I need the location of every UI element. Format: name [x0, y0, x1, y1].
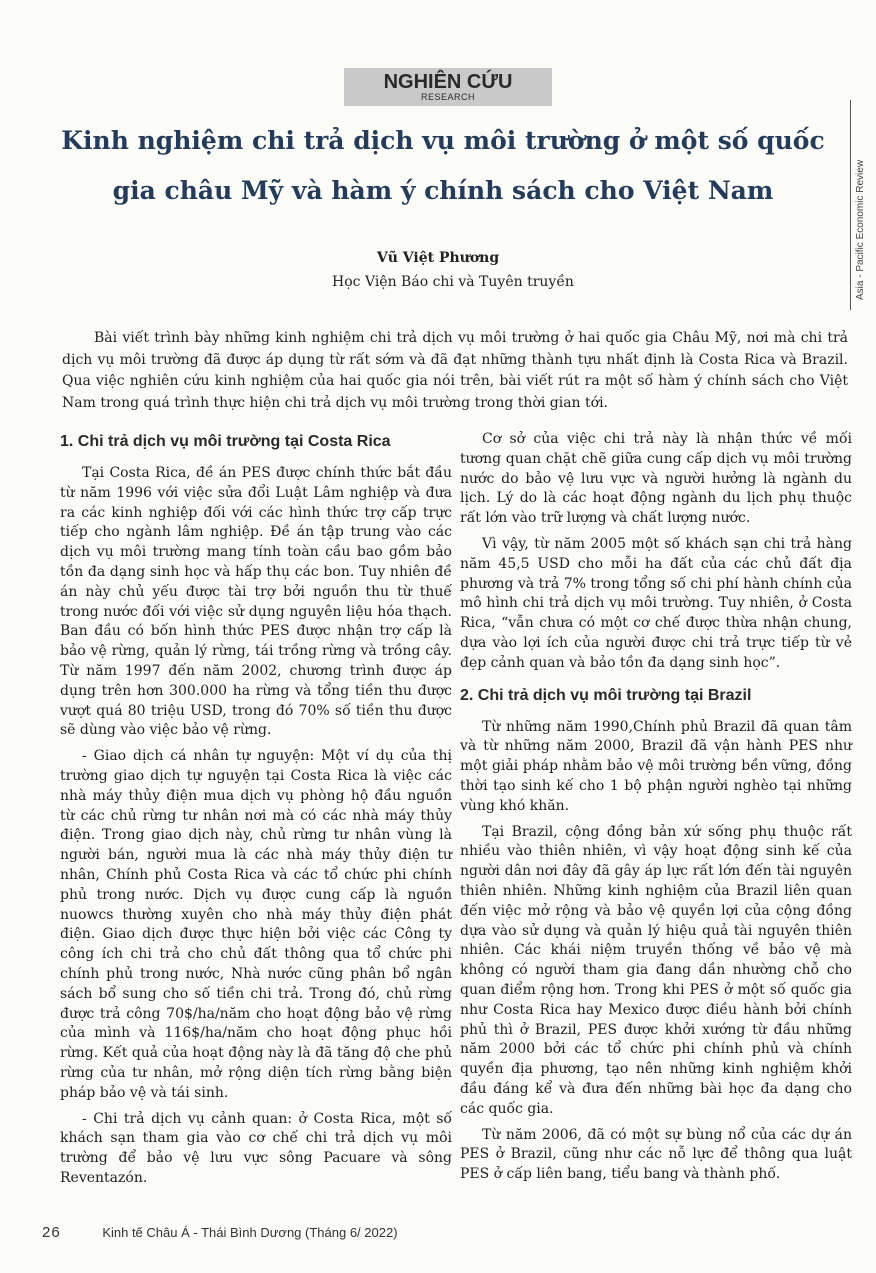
right-column: [460, 430, 852, 1191]
paragraph: Vì vậy, từ năm 2005 một số khách sạn chi trả hàng năm 45,5 USD cho mỗi ha đất của các chủ đất địa phương và trả 7% trong tổng số chi phí hành chính của mô hình chi trả dịch vụ môi trường. Tuy nhiên, ở Costa Rica, “vẫn chưa có một cơ chế được thừa nhận chung, dựa vào lợi ích của người được chi trả trực tiếp từ vẻ đẹp cảnh quan và bảo tồn đa dạng sinh học”.: [460, 535, 852, 671]
journal-side-label: Asia - Pacific Economic Review: [855, 159, 866, 300]
page-number: 26: [42, 1224, 61, 1241]
section-1-heading: 1. Chi trả dịch vụ môi trường tại Costa Rica: [60, 433, 391, 450]
article-title: Kinh nghiệm chi trả dịch vụ môi trường ở một số quốc gia châu Mỹ và hàm ý chính sách cho Việt Nam: [61, 126, 825, 205]
paragraph: Cơ sở của việc chi trả này là nhận thức về mối tương quan chặt chẽ giữa cung cấp dịch vụ môi trường nước do bảo vệ lưu vực và người hưởng là ngành du lịch. Lý do là các hoạt động ngành du lịch phụ thuộc rất lớn vào trữ lượng và chất lượng nước.: [460, 431, 852, 527]
paragraph: Từ năm 2006, đã có một sự bùng nổ của các dự án PES ở Brazil, cũng như các nỗ lực để thông qua luật PES ở cấp liên bang, tiểu bang và thành phố.: [460, 1126, 852, 1183]
section-header: [344, 68, 552, 106]
section-subtitle: RESEARCH: [420, 92, 475, 102]
author-affiliation: Học Viện Báo chi và Tuyên truyền: [332, 274, 574, 290]
left-column: [60, 430, 452, 1195]
paragraph: Tại Costa Rica, đề án PES được chính thức bắt đầu từ năm 1996 với việc sửa đổi Luật Lâm nghiệp và đưa ra các kinh nghiệp đối với các hình thức trợ cấp trực tiếp cho ngành lâm nghiệp. Đề án tập trung vào các dịch vụ môi trường mang tính toàn cầu bao gồm bảo tồn đa dạng sinh học và hấp thụ các bon. Tuy nhiên đề án này chủ yếu được tài trợ bởi nguồn thu từ thuế trong nước đối với việc sử dụng nguyên liệu hóa thạch. Ban đầu có bốn hình thức PES được nhận trợ cấp là bảo vệ rừng, quản lý rừng, tái trồng rừng và trồng cây. Từ năm 1997 đến năm 2002, chương trình được áp dụng trên hơn 300.000 ha rừng và tổng tiền thu được vượt quá 80 triệu USD, trong đó 70% số tiền thu được sẽ dùng vào việc bảo vệ rừng.: [60, 465, 452, 739]
paragraph: Từ những năm 1990,Chính phủ Brazil đã quan tâm và từ những năm 2000, Brazil đã vận hành PES như một giải pháp nhằm bảo vệ môi trường bền vững, đồng thời tạo sinh kế cho 1 bộ phận người nghèo tại những vùng khó khăn.: [460, 718, 852, 814]
section-title: NGHIÊN CỨU: [383, 71, 513, 93]
paragraph: - Giao dịch cá nhân tự nguyện: Một ví dụ của thị trường giao dịch tự nguyện tại Costa Rica là việc các nhà máy thủy điện mua dịch vụ phòng hộ đầu nguồn từ các chủ rừng tư nhân nơi mà có các nhà máy thủy điện. Trong giao dịch này, chủ rừng tư nhân vùng là người bán, người mua là các nhà máy thủy điện tư nhân, Chính phủ Costa Rica và các tổ chức phi chính phủ trong nước. Dịch vụ được cung cấp là nguồn nuowcs thường xuyên cho nhà máy thủy điện phát điện. Giao dịch được thực hiện bởi việc các Công ty công ích chi trả cho chủ đất thông qua tổ chức phi chính phủ trong nước, Nhà nước cũng phân bổ ngân sách bổ sung cho số tiền chi trả. Trong đó, chủ rừng được trả công 70$/ha/năm cho hoạt động bảo vệ rừng của mình và 116$/ha/năm cho hoạt động phục hồi rừng. Kết quả của hoạt động này là đã tăng độ che phủ rừng của tư nhân, mở rộng diện tích rừng bằng biện pháp bảo vệ và tái sinh.: [60, 748, 452, 1101]
page-footer: [42, 1224, 742, 1241]
section-2-heading: 2. Chi trả dịch vụ môi trường tại Brazil: [460, 686, 752, 704]
paragraph: Tại Brazil, cộng đồng bản xứ sống phụ thuộc rất nhiều vào thiên nhiên, vì vậy hoạt động sinh kế của người dân nơi đây đã gây áp lực rất lớn đến tài nguyên thiên nhiên. Những kinh nghiệm của Brazil liên quan đến việc mở rộng và bảo vệ quyền lợi của cộng đồng dựa vào sử dụng và quản lý hiệu quả tài nguyên thiên nhiên. Các khái niệm truyền thống về bảo vệ mà không có người tham gia đang dần nhường chỗ cho quan điểm rộng hơn. Trong khi PES ở một số quốc gia như Costa Rica hay Mexico được điều hành bởi chính phủ thì ở Brazil, PES được khởi xướng từ đầu những năm 2000 bởi các tổ chức phi chính phủ và chính quyền địa phương, tạo nên những kinh nghiệm khởi đầu đáng kể và đưa đến những bài học đa dạng cho các quốc gia.: [460, 823, 852, 1117]
paragraph: - Chi trả dịch vụ cảnh quan: ở Costa Rica, một số khách sạn tham gia vào cơ chế chi trả dịch vụ môi trường để bảo vệ lưu vực sông Pacuare và sông Reventazón.: [60, 1110, 452, 1186]
journal-name: Kinh tế Châu Á - Thái Bình Dương (Tháng 6/ 2022): [102, 1225, 398, 1240]
author-name: Vũ Việt Phương: [376, 250, 500, 266]
abstract: Bài viết trình bày những kinh nghiệm chi trả dịch vụ môi trường ở hai quốc gia Châu Mỹ, nơi mà chi trả dịch vụ môi trường đã được áp dụng từ rất sớm và đã đạt những thành tựu nhất định là Costa Rica và Brazil. Qua việc nghiên cứu kinh nghiệm của hai quốc gia nói trên, bài viết rút ra một số hàm ý chính sách cho Việt Nam trong quá trình thực hiện chi trả dịch vụ môi trường trong thời gian tới.: [62, 330, 848, 411]
